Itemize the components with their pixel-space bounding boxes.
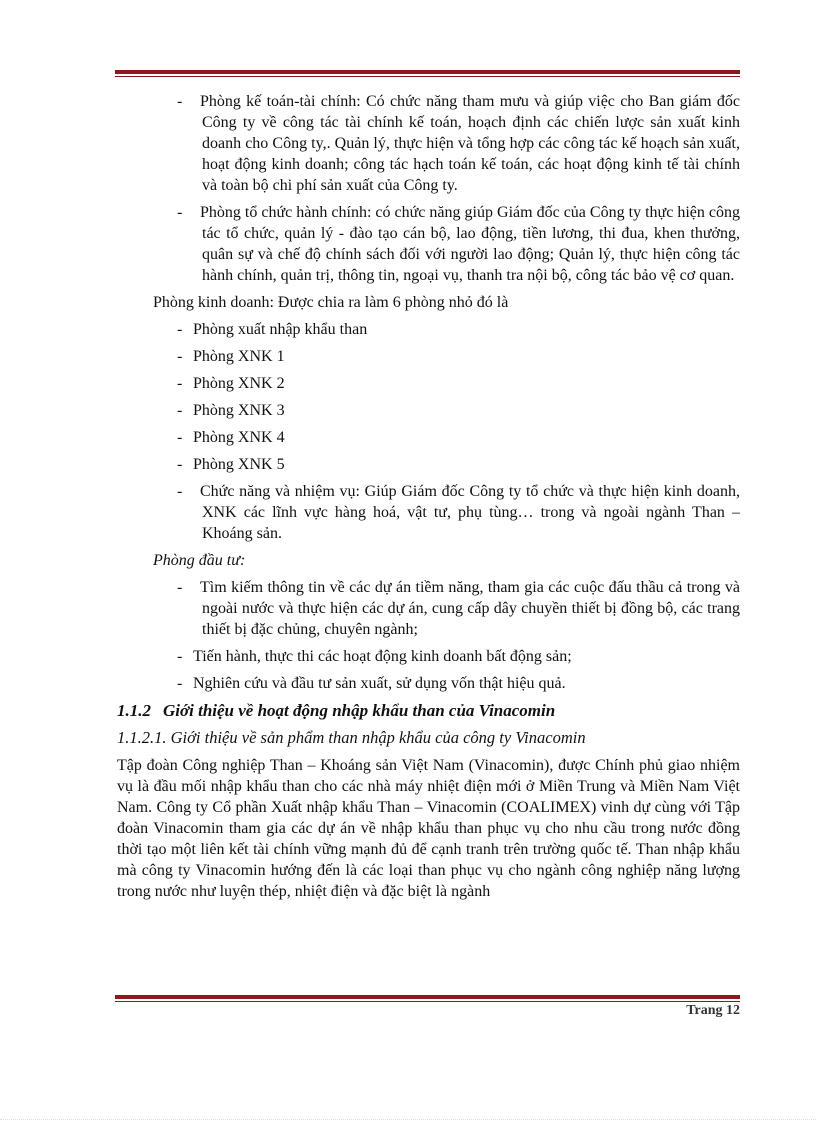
investment-dept-heading: Phòng đầu tư:	[153, 552, 246, 569]
list-item	[117, 319, 740, 340]
business-item: Phòng XNK 5	[193, 456, 285, 473]
business-item: Phòng XNK 2	[193, 375, 285, 392]
subsection-heading: 1.1.2.1. Giới thiệu về sản phẩm than nhập khẩu của công ty Vinacomin	[117, 728, 586, 747]
business-dept-intro: Phòng kinh doanh: Được chia ra làm 6 phòng nhỏ đó là	[153, 294, 509, 311]
bullet-dash: -	[177, 648, 183, 665]
investment-item: Tìm kiếm thông tin về các dự án tiềm năng, tham gia các cuộc đấu thầu cả trong và ngoài nước và thực hiện các dự án, cung cấp dây chuyền thiết bị đồng bộ, các trang thiết bị đặc chủng, chuyên ngành;	[200, 579, 740, 638]
bullet-dash: -	[177, 429, 183, 446]
bullet-dash: -	[177, 402, 183, 419]
list-item	[117, 373, 740, 394]
header-rule	[115, 70, 740, 77]
administration-dept-text: Phòng tổ chức hành chính: có chức năng giúp Giám đốc của Công ty thực hiện công tác tổ chức, quản lý - đào tạo cán bộ, lao động, tiền lương, thi đua, khen thưởng, quân sự và chế độ chính sách đối với người lao động; Quản lý, thực hiện công tác hành chính, quản trị, thông tin, ngoại vụ, thanh tra nội bộ, công tác bảo vệ cơ quan.	[200, 204, 740, 284]
business-function-text: Chức năng và nhiệm vụ: Giúp Giám đốc Công ty tổ chức và thực hiện kinh doanh, XNK các lĩnh vực hàng hoá, vật tư, phụ tùng… trong và ngoài ngành Than – Khoáng sản.	[200, 483, 740, 542]
bullet-dash: -	[177, 375, 183, 392]
bullet-dash: -	[177, 348, 183, 365]
page-number: Trang 12	[686, 1003, 740, 1018]
list-item	[117, 577, 740, 640]
footer-rule	[115, 995, 740, 1002]
bullet-dash: -	[177, 204, 183, 221]
list-item	[117, 427, 740, 448]
bullet-dash: -	[177, 93, 183, 110]
list-item	[117, 454, 740, 475]
body-paragraph: Tập đoàn Công nghiệp Than – Khoáng sản Việt Nam (Vinacomin), được Chính phủ giao nhiệm vụ là đầu mối nhập khẩu than cho các nhà máy nhiệt điện mới ở Miền Trung và Miền Nam Việt Nam. Công ty Cổ phần Xuất nhập khẩu Than – Vinacomin (COALIMEX) vinh dự cùng với Tập đoàn Vinacomin tham gia các dự án về nhập khẩu than phục vụ cho nhu cầu trong nước đồng thời tạo một liên kết tài chính vững mạnh đủ để cạnh tranh trên trường quốc tế. Than nhập khẩu mà công ty Vinacomin hướng đến là các loại than phục vụ cho ngành công nghiệp năng lượng trong nước như luyện thép, nhiệt điện và đặc biệt là ngành	[117, 757, 740, 900]
list-item	[117, 673, 740, 694]
list-item	[117, 202, 740, 286]
list-item	[117, 400, 740, 421]
business-item: Phòng XNK 4	[193, 429, 285, 446]
list-item	[117, 646, 740, 667]
list-item	[117, 91, 740, 196]
business-item: Phòng XNK 1	[193, 348, 285, 365]
section-number: 1.1.2	[117, 701, 151, 720]
list-item	[117, 346, 740, 367]
bullet-dash: -	[177, 321, 183, 338]
accounting-dept-text: Phòng kế toán-tài chính: Có chức năng tham mưu và giúp việc cho Ban giám đốc Công ty về công tác tài chính kế toán, hoạch định các chiến lược sản xuất kinh doanh cho Công ty,. Quản lý, thực hiện và tổng hợp các công tác kế hoạch sản xuất, hoạt động kinh doanh; công tác hạch toán kế toán, các hoạt động kinh tế tài chính và toàn bộ chi phí sản xuất của Công ty.	[200, 93, 740, 194]
investment-item: Tiến hành, thực thi các hoạt động kinh doanh bất động sản;	[193, 648, 572, 665]
list-item	[117, 481, 740, 544]
bullet-dash: -	[177, 675, 183, 692]
bullet-dash: -	[177, 456, 183, 473]
bullet-dash: -	[177, 483, 183, 500]
page-bottom-divider	[0, 1119, 816, 1120]
page-content	[117, 91, 740, 902]
investment-item: Nghiên cứu và đầu tư sản xuất, sử dụng vốn thật hiệu quả.	[193, 675, 566, 692]
bullet-dash: -	[177, 579, 183, 596]
section-title: Giới thiệu về hoạt động nhập khẩu than của Vinacomin	[163, 701, 556, 720]
business-item: Phòng XNK 3	[193, 402, 285, 419]
business-item: Phòng xuất nhập khẩu than	[193, 321, 368, 338]
section-heading	[117, 700, 740, 721]
